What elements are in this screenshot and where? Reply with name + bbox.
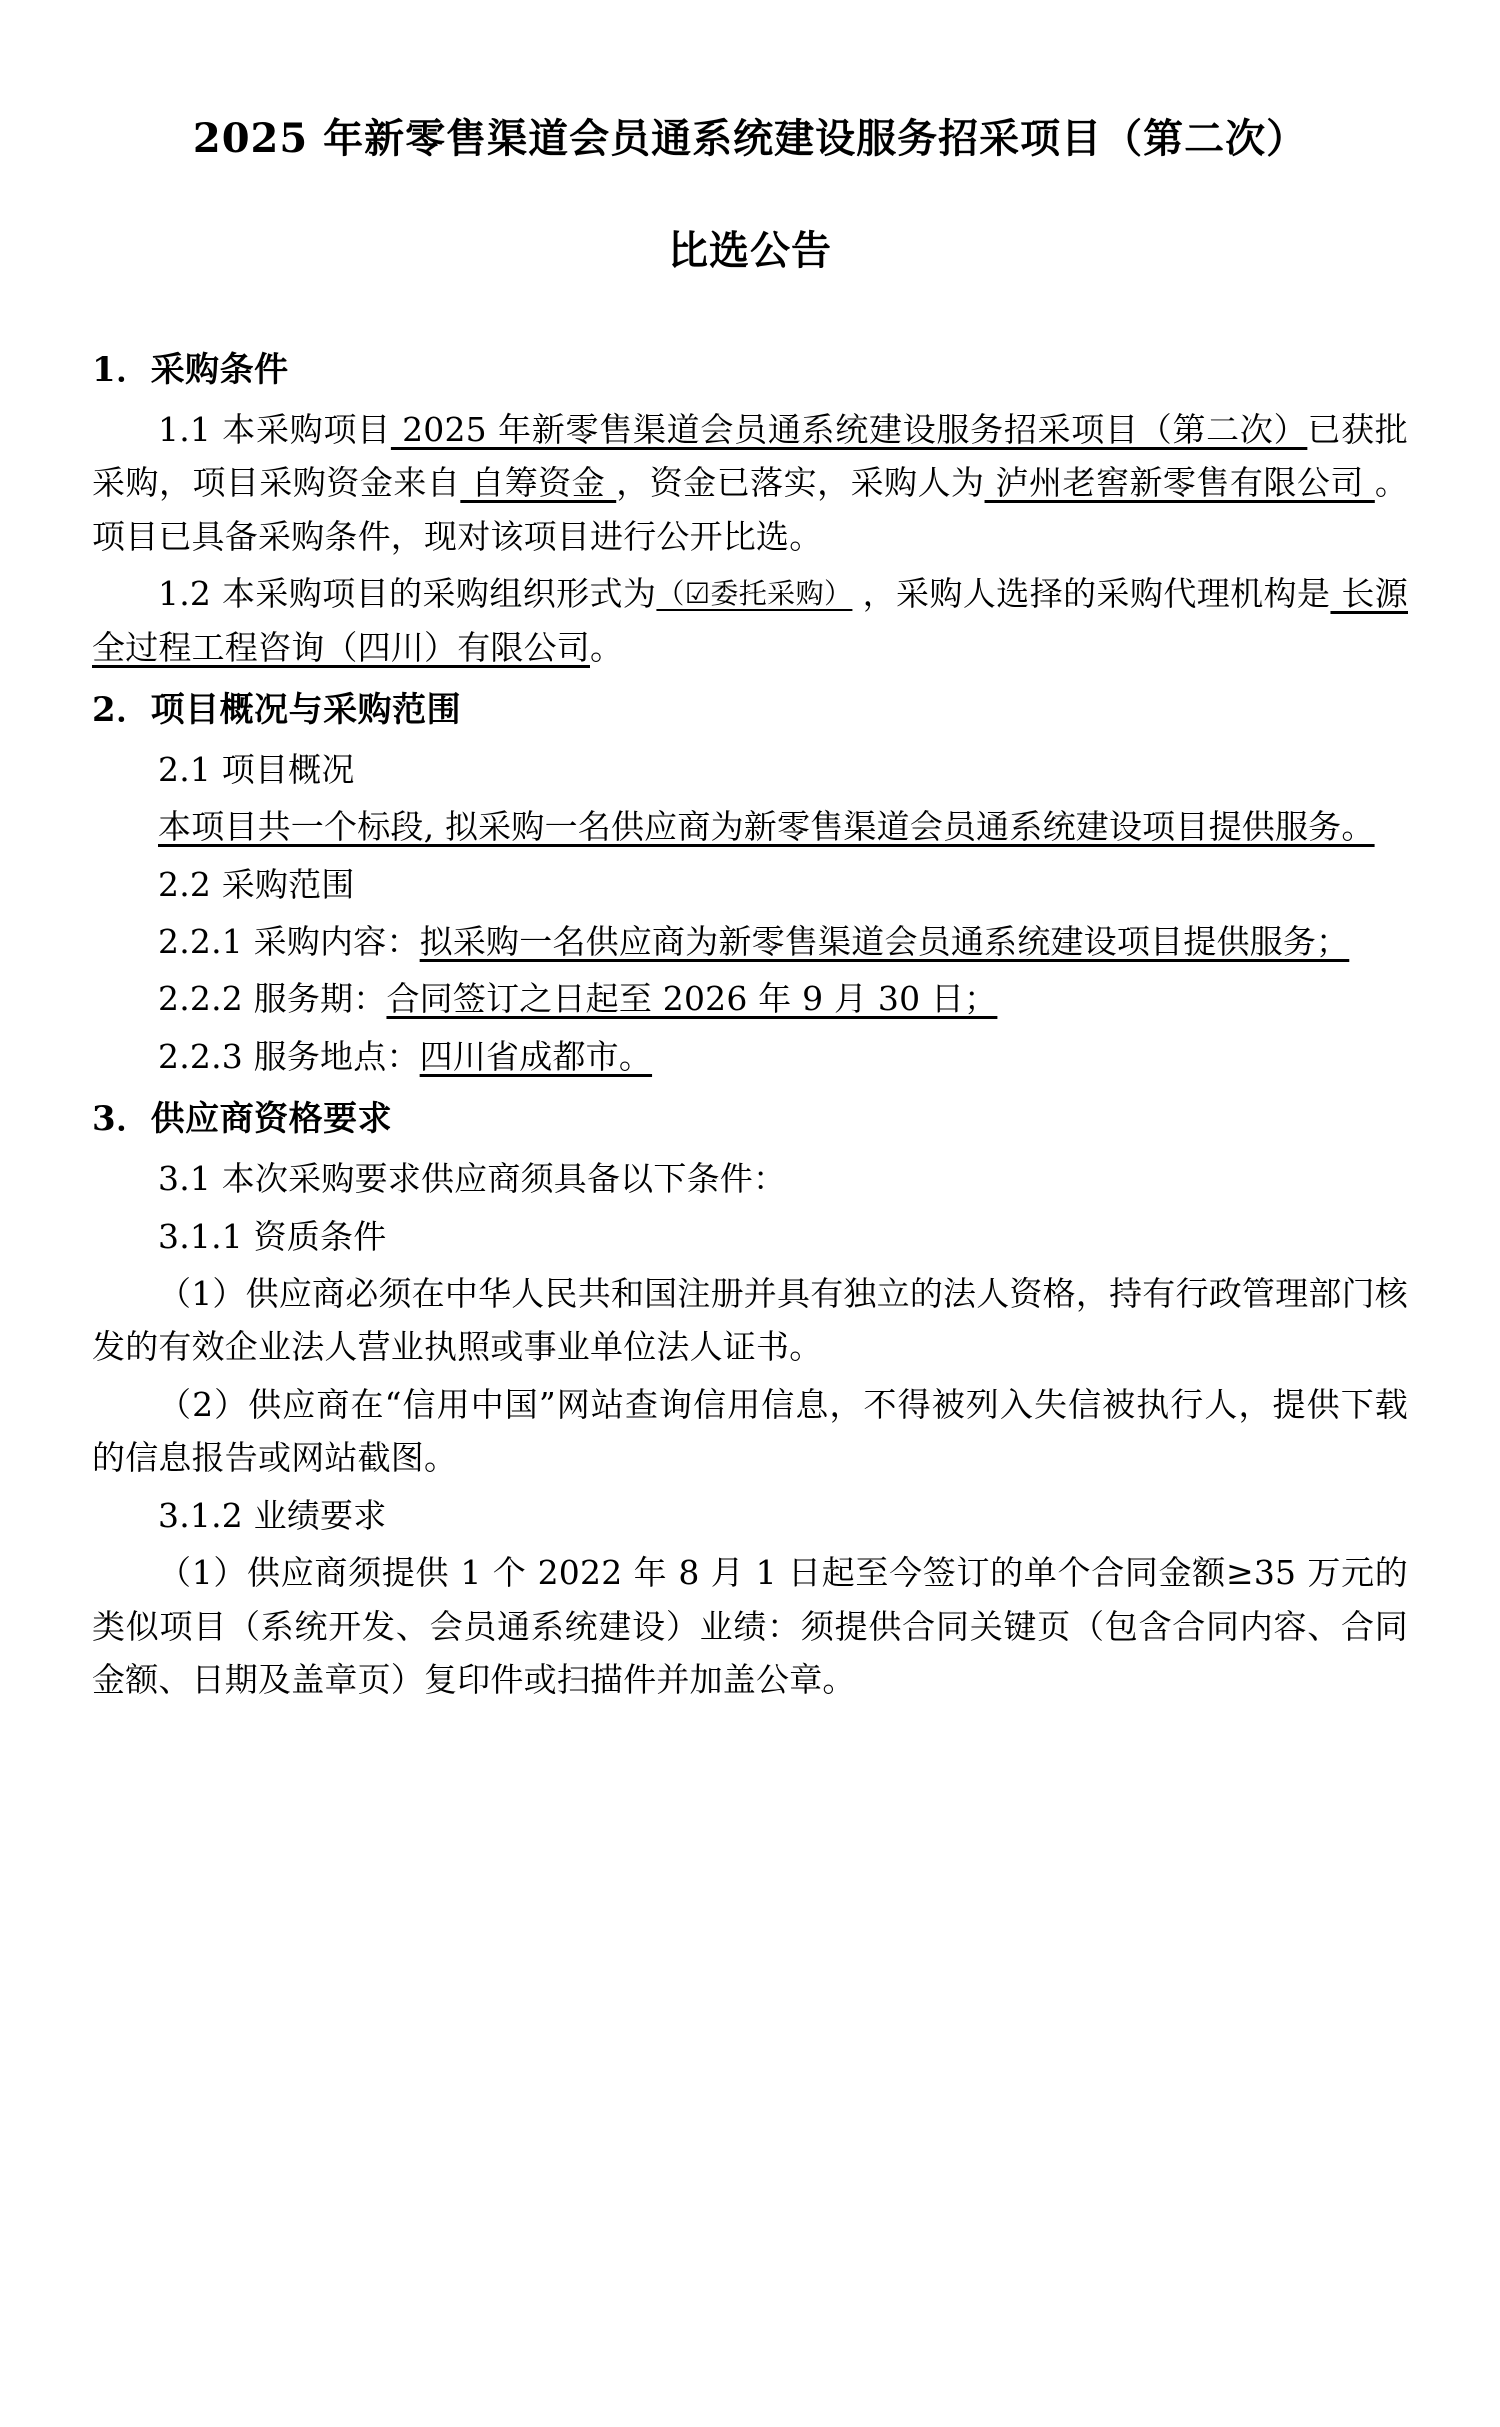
p12-suffix: 。 — [590, 627, 624, 667]
p222-label: 2.2.2 服务期： — [158, 979, 387, 1019]
p223-label: 2.2.3 服务地点： — [158, 1036, 420, 1076]
p11-prefix: 1.1 本采购项目 — [158, 409, 391, 449]
p222-value: 合同签订之日起至 2026 年 9 月 30 日； — [386, 979, 998, 1019]
p11-suffix: 。项目已具备采购条件，现对该项目进行公开比选。 — [92, 463, 1409, 556]
section-heading-2: 2．项目概况与采购范围 — [92, 689, 462, 730]
paragraph-3-1-2-heading: 3.1.2 业绩要求 — [158, 1495, 387, 1535]
paragraph-3-1-1-item-1: （1）供应商必须在中华人民共和国注册并具有独立的法人资格，持有行政管理部门核发的有效企业法人营业执照或事业单位法人证书。 — [92, 1273, 1408, 1367]
page-title: 2025 年新零售渠道会员通系统建设服务招采项目（第二次） — [192, 115, 1308, 162]
p11-mid1: 已获批采购，项目采购资金来自 — [92, 409, 1408, 503]
委托采购-checkbox[interactable]: （☑委托采购） — [656, 577, 853, 611]
page-subtitle: 比选公告 — [668, 227, 832, 274]
paragraph-2-2-3 — [92, 1030, 1408, 1083]
p221-value: 拟采购一名供应商为新零售渠道会员通系统建设项目提供服务； — [419, 922, 1350, 961]
section-heading-1: 1．采购条件 — [92, 350, 289, 390]
paragraph-2-1-body: 本项目共一个标段, 拟采购一名供应商为新零售渠道会员通系统建设项目提供服务。 — [158, 807, 1375, 847]
paragraph-1-1 — [92, 403, 1408, 563]
p11-mid2: ，资金已落实，采购人为 — [616, 463, 985, 503]
paragraph-2-2-heading: 2.2 采购范围 — [158, 864, 355, 904]
p221-label: 2.2.1 采购内容： — [158, 922, 420, 961]
paragraph-2-2-1 — [92, 915, 1408, 968]
p11-fund-source: 自筹资金 — [460, 463, 617, 503]
paragraph-2-1-heading: 2.1 项目概况 — [158, 749, 355, 789]
p12-prefix: 1.2 本采购项目的采购组织形式为 — [158, 574, 657, 614]
paragraph-2-2-2 — [92, 972, 1408, 1025]
paragraph-1-2 — [92, 567, 1408, 674]
p11-project-name: 2025 年新零售渠道会员通系统建设服务招采项目（第二次） — [390, 409, 1308, 449]
paragraph-3-1-1-item-2: （2）供应商在“信用中国”网站查询信用信息，不得被列入失信被执行人，提供下载的信息报告或网站截图。 — [92, 1384, 1408, 1478]
paragraph-3-1-1-heading: 3.1.1 资质条件 — [158, 1216, 387, 1256]
p11-purchaser: 泸州老窖新零售有限公司 — [984, 463, 1375, 503]
paragraph-3-1: 3.1 本次采购要求供应商须具备以下条件： — [158, 1159, 787, 1199]
p12-agency: 长源全过程工程咨询（四川）有限公司 — [92, 574, 1408, 667]
section-heading-3: 3．供应商资格要求 — [92, 1099, 393, 1140]
p223-value: 四川省成都市。 — [419, 1036, 653, 1076]
p12-mid: ，采购人选择的采购代理机构是 — [862, 574, 1331, 614]
paragraph-3-1-2-item-1: （1）供应商须提供 1 个 2022 年 8 月 1 日起至今签订的单个合同金额≥35 万元的类似项目（系统开发、会员通系统建设）业绩：须提供合同关键页（包含合同内容、合同金额、日期及盖章页）复印件或扫描件并加盖公章。 — [92, 1553, 1408, 1700]
